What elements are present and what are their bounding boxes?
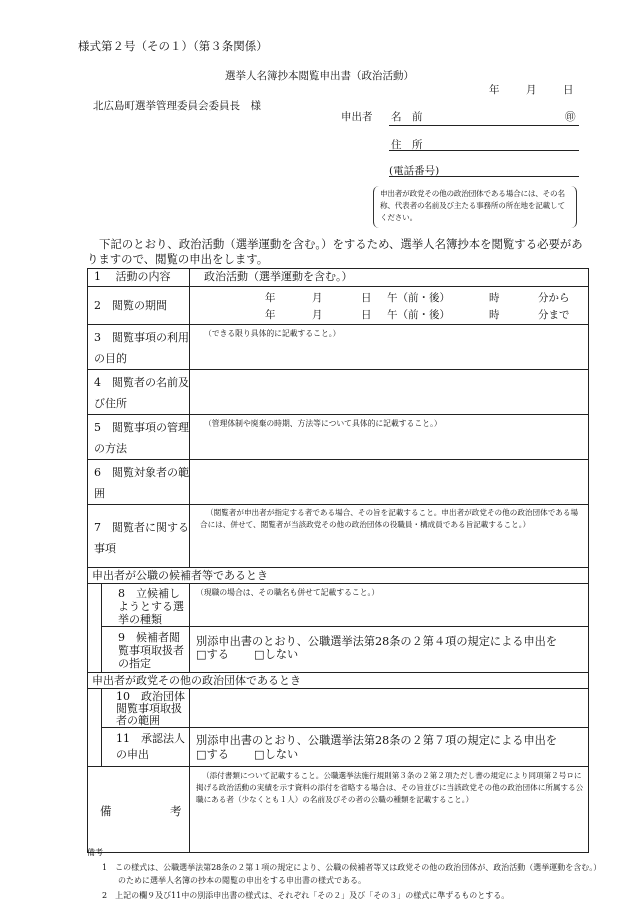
section-candidate (88, 568, 589, 584)
intro-text: 下記のとおり、政治活動（選挙運動を含む。）をするため、選挙人名簿抄本を閲覧する必要がありますので、閲覧の申出をします。 (87, 237, 583, 266)
row-viewer (88, 370, 589, 415)
remarks-label-1: 備 (100, 804, 112, 818)
period-to-hour: 時 (489, 309, 500, 321)
period-to-day: 日 (361, 309, 372, 321)
row-remarks (88, 767, 589, 853)
address-label: 住 所 (391, 139, 423, 151)
period-label: 2 閲覧の期間 (88, 287, 190, 325)
period-from-hour: 時 (489, 292, 500, 304)
period-from-year: 年 (265, 292, 276, 304)
row-activity (88, 269, 589, 287)
viewer-label: 4 閲覧者の名前及び住所 (88, 370, 190, 415)
purpose-note: （できる限り具体的に記載すること。） (190, 325, 589, 370)
section-party-indent (88, 689, 102, 767)
period-from-month: 月 (312, 292, 323, 304)
candidate-handler-no[interactable]: □しない (254, 648, 299, 661)
phone-underline (389, 176, 579, 177)
addressee: 北広島町選挙管理委員会委員長 様 (93, 100, 261, 112)
management-note: （管理体制や廃棄の時期、方法等について具体的に記載すること。） (190, 415, 589, 460)
party-handler-scope-value (190, 689, 589, 728)
management-label: 5 閲覧事項の管理の方法 (88, 415, 190, 460)
approved-corp-yes[interactable]: □する (196, 748, 229, 761)
row-election-type (88, 584, 589, 627)
section-candidate-indent (88, 584, 102, 673)
date-month-label: 月 (526, 84, 537, 96)
date-year-label: 年 (489, 84, 500, 96)
viewer-value (190, 370, 589, 415)
party-handler-scope-label: 10 政治団体閲覧事項取扱者の範囲 (102, 689, 190, 728)
purpose-label: 3 閲覧事項の利用の目的 (88, 325, 190, 370)
phone-label: (電話番号) (389, 165, 440, 177)
row-approved-corp (88, 728, 589, 767)
footer-note-1: 1 この様式は、公職選挙法第28条の２第１項の規定により、公職の候補者等又は政党その他の政治団体が、政治活動（選挙運動を含む。）のために選挙人名簿の抄本の閲覧の申出をする申出書の様式である。 (102, 863, 602, 885)
candidate-handler-label: 9 候補者閲覧事項取扱者の指定 (102, 627, 190, 673)
applicant-note: 申出者が政党その他の政治団体である場合には、その名称、代表者の名前及び主たる事務所の所在地を記載してください。 (380, 189, 565, 222)
period-from-minute: 分から (538, 292, 570, 304)
footer-heading: 備考 (87, 848, 103, 857)
election-type-note: （現職の場合は、その職名も併せて記載すること。） (190, 584, 589, 627)
seal-mark: ㊞ (565, 111, 576, 123)
applicant-label: 申出者 (341, 111, 373, 123)
section-party-heading: 申出者が政党その他の政治団体であるとき (88, 673, 589, 689)
viewer-details-label: 7 閲覧者に関する事項 (88, 505, 190, 568)
application-table (87, 268, 589, 853)
candidate-handler-yes[interactable]: □する (196, 648, 229, 661)
footer-note-2: 2 上記の欄９及び11中の別添申出書の様式は、それぞれ「その２」及び「その３」の様式に準ずるものとする。 (102, 891, 510, 900)
date-day-label: 日 (563, 84, 574, 96)
remarks-label-cell (88, 767, 190, 853)
period-to-ampm: 午（前・後） (387, 309, 450, 321)
candidate-handler-value (190, 627, 589, 673)
candidate-handler-text: 別添申出書のとおり、公職選挙法第28条の２第４項の規定による申出を (196, 635, 558, 648)
activity-value: 政治活動（選挙運動を含む。） (190, 269, 589, 287)
section-party (88, 673, 589, 689)
row-period (88, 287, 589, 325)
address-underline (389, 150, 579, 151)
period-from-day: 日 (361, 292, 372, 304)
remarks-note: （添付書類について記載すること。公職選挙法施行規則第３条の２第２項ただし書の規定により同項第２号ロに掲げる政治活動の実績を示す資料の添付を省略する場合は、その旨並びに当該政党その他の政治団体に所属する公職にある者（少なくとも１人）の名前及びその者の公職の種類を記載すること。） (190, 767, 589, 853)
row-purpose (88, 325, 589, 370)
section-candidate-heading: 申出者が公職の候補者等であるとき (88, 568, 589, 584)
row-management (88, 415, 589, 460)
form-number: 様式第２号（その１）（第３条関係） (78, 39, 268, 53)
approved-corp-label: 11 承認法人の申出 (102, 728, 190, 767)
remarks-label-2: 考 (170, 804, 182, 818)
row-viewer-details (88, 505, 589, 568)
period-to-month: 月 (312, 309, 323, 321)
approved-corp-value (190, 728, 589, 767)
activity-label: 1 活動の内容 (88, 269, 190, 287)
period-to-year: 年 (265, 309, 276, 321)
approved-corp-no[interactable]: □しない (254, 748, 299, 761)
name-label: 名 前 (391, 111, 423, 123)
approved-corp-text: 別添申出書のとおり、公職選挙法第28条の２第７項の規定による申出を (196, 734, 558, 747)
scope-value (190, 460, 589, 505)
election-type-label: 8 立候補しようとする選挙の種類 (102, 584, 190, 627)
row-party-handler-scope (88, 689, 589, 728)
name-underline (389, 125, 579, 126)
row-scope (88, 460, 589, 505)
period-from-ampm: 午（前・後） (387, 292, 450, 304)
period-value (190, 287, 589, 325)
scope-label: 6 閲覧対象者の範囲 (88, 460, 190, 505)
period-to-minute: 分まで (538, 309, 570, 321)
viewer-details-note: （閲覧者が申出者が指定する者である場合、その旨を記載すること。申出者が政党その他の政治団体である場合には、併せて、閲覧者が当該政党その他の政治団体の役職員・構成員である旨記載すること。） (190, 505, 589, 568)
row-candidate-handler (88, 627, 589, 673)
document-title: 選挙人名簿抄本閲覧申出書（政治活動） (225, 70, 414, 82)
